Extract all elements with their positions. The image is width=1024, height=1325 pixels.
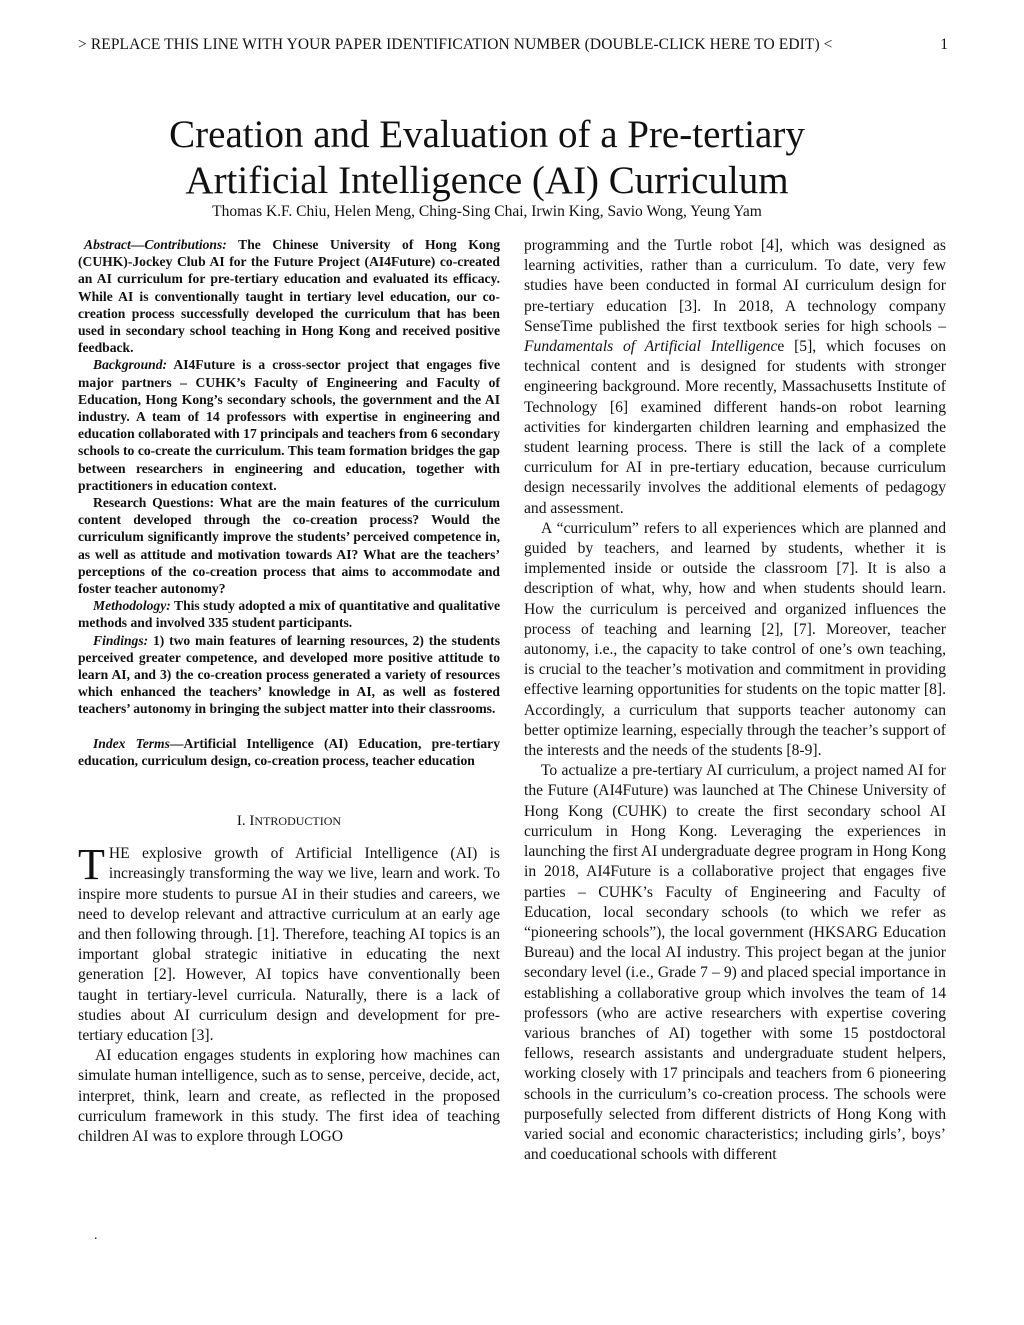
footer-mark: . — [94, 1228, 98, 1243]
introduction-body — [78, 840, 500, 1147]
section-title-initial: I — [249, 813, 255, 830]
background-label: Background: — [93, 357, 168, 373]
right-paragraph-2: A “curriculum” refers to all experiences which are planned and guided by teachers, and learned by students, whether it is implemented inside or outside the classroom [7]. It is also a description of what, why, how and when students should learn. How the curriculum is perceived and organized influences the process of teaching and learning [2], [7]. Moreover, teacher autonomy, i.e., the capacity to take control of one’s own teaching, is crucial to the teacher’s motivation and commitment in providing effective learning opportunities for students on the topic matter [8]. Accordingly, a curriculum that supports teacher autonomy can better optimize learning, especially through the teacher’s support of the interests and the needs of the students [8-9]. — [524, 519, 946, 760]
right-paragraph-1-b: e [5], which focuses on technical content and is designed for students with stronger engineering background. More recently, Massachusetts Institute of Technology [6] examined different hands-on robot learning activities for kindergarten children learning and emphasized the student learning process. There is still the lack of a complete curriculum for AI in pre-tertiary education, because curriculum design necessarily involves the additional elements of pedagogy and assessment. — [524, 338, 946, 517]
abstract-findings — [78, 632, 500, 718]
abstract-contributions — [78, 236, 500, 356]
right-paragraph-1-a: programming and the Turtle robot [4], which was designed as learning activities, rather than a curriculum. To date, very few studies have been conducted in formal AI curriculum design for pre-tertiary education [3]. In 2018, A technology company SenseTime published the first textbook series for high schools – — [524, 237, 946, 335]
background-text: AI4Future is a cross-sector project that engages five major partners – CUHK’s Faculty of Engineering and Faculty of Education, Hong Kong’s secondary schools, the government and the AI industry. A team of 14 professors with expertise in engineering and education collaborated with 17 principals and teachers from 6 secondary schools to co-create the curriculum. This team formation bridges the gap between researchers in engineering and education, together with practitioners in education context. — [78, 357, 500, 493]
findings-text: 1) two main features of learning resources, 2) the students perceived greater competence, and developed more positive attitude to learn AI, and 3) the co-creation process generated a variety of resources which enhanced the teachers’ knowledge in AI, as well as fostered teachers’ autonomy in bringing the subject matter into their classrooms. — [78, 632, 500, 717]
abstract-methodology — [78, 597, 500, 631]
intro-paragraph-2: AI education engages students in exploring how machines can simulate human intelligence, such as to sense, perceive, decide, act, interpret, think, learn and create, as reflected in the proposed curriculum framework in this study. The first idea of teaching children AI was to explore through LOGO — [78, 1047, 500, 1145]
section-number: I. — [236, 813, 246, 830]
book-title: Fundamentals of Artificial Intelligenc — [524, 338, 778, 356]
page-number: 1 — [940, 36, 948, 53]
title-line-2: Artificial Intelligence (AI) Curriculum — [185, 159, 789, 202]
drop-cap: T — [78, 840, 105, 890]
abstract-research-questions: Research Questions: What are the main features of the curriculum content developed through the co-creation process? Would the curriculum significantly improve the students’ perceived competence in, as well as attitude and motivation towards AI? What are the teachers’ perceptions of the co-creation process that aims to accommodate and foster teacher autonomy? — [78, 495, 500, 597]
index-terms-text: —Artificial Intelligence (AI) Education, pre-tertiary education, curriculum design, co-creation process, teacher education — [78, 735, 500, 768]
section-title-rest: NTRODUCTION — [254, 814, 342, 829]
intro-paragraph-1-text: HE explosive growth of Artificial Intelligence (AI) is increasingly transforming the way we live, learn and work. To inspire more students to pursue AI in their studies and careers, we need to develop relevant and attractive curriculum at an early age and then following through. [1]. Therefore, teaching AI topics is an important global strategic initiative in educating the next generation [2]. However, AI topics have conventionally been taught in tertiary-level curricula. Naturally, there is a lack of studies about AI curriculum design and development for pre-tertiary education [3]. — [78, 845, 500, 1044]
right-paragraph-1 — [524, 236, 946, 519]
author-list: Thomas K.F. Chiu, Helen Meng, Ching-Sing Chai, Irwin King, Savio Wong, Yeung Yam — [212, 203, 762, 220]
abstract — [78, 236, 500, 769]
methodology-text: This study adopted a mix of quantitative and qualitative methods and involved 335 student participants. — [78, 598, 500, 631]
findings-label: Findings: — [93, 632, 149, 648]
index-terms-label: Index Terms — [93, 735, 170, 751]
intro-paragraph-1 — [78, 840, 500, 1046]
abstract-label: Abstract—Contributions: — [84, 237, 227, 252]
running-head: > REPLACE THIS LINE WITH YOUR PAPER IDENTIFICATION NUMBER (DOUBLE-CLICK HERE TO EDIT) < — [78, 36, 833, 53]
paper-title — [0, 112, 974, 204]
section-heading-introduction — [78, 813, 500, 830]
right-paragraph-3: To actualize a pre-tertiary AI curriculum, a project named AI for the Future (AI4Future) was launched at The Chinese University of Hong Kong (CUHK) to create the first secondary school AI curriculum in Hong Kong. Leveraging the experiences in launching the first AI undergraduate degree program in Hong Kong in 2018, AI4Future is a collaborative project that engages five parties – CUHK’s Faculty of Engineering and Faculty of Education, local secondary schools (to which we refer as “pioneering schools”), the local government (HKSARG Education Bureau) and the local AI industry. This project began at the junior secondary level (i.e., Grade 7 – 9) and placed special importance in establishing a collaborative group which involves the team of 14 professors (who are active researchers with expertise covering various branches of AI) together with some 15 postdoctoral fellows, research assistants and undergraduate student helpers, working closely with 17 principals and teachers from 6 pioneering schools in the curriculum’s co-creation process. The schools were purposefully selected from different districts of Hong Kong with varied social and economic characteristics; including girls’, boys’ and coeducational schools with different — [524, 762, 946, 1164]
abstract-background — [78, 356, 500, 494]
title-line-1: Creation and Evaluation of a Pre-tertiary — [169, 113, 805, 156]
contributions-text: The Chinese University of Hong Kong (CUHK)-Jockey Club AI for the Future Project (AI4Future) co-created an AI curriculum for pre-tertiary education and evaluated its efficacy. While AI is conventionally taught in tertiary level education, our co-creation process successfully developed the curriculum that has been used in secondary school teaching in Hong Kong and received positive feedback. — [78, 237, 500, 356]
methodology-label: Methodology: — [93, 598, 171, 614]
right-column — [524, 236, 946, 1165]
left-column — [78, 236, 500, 1147]
index-terms — [78, 735, 500, 769]
